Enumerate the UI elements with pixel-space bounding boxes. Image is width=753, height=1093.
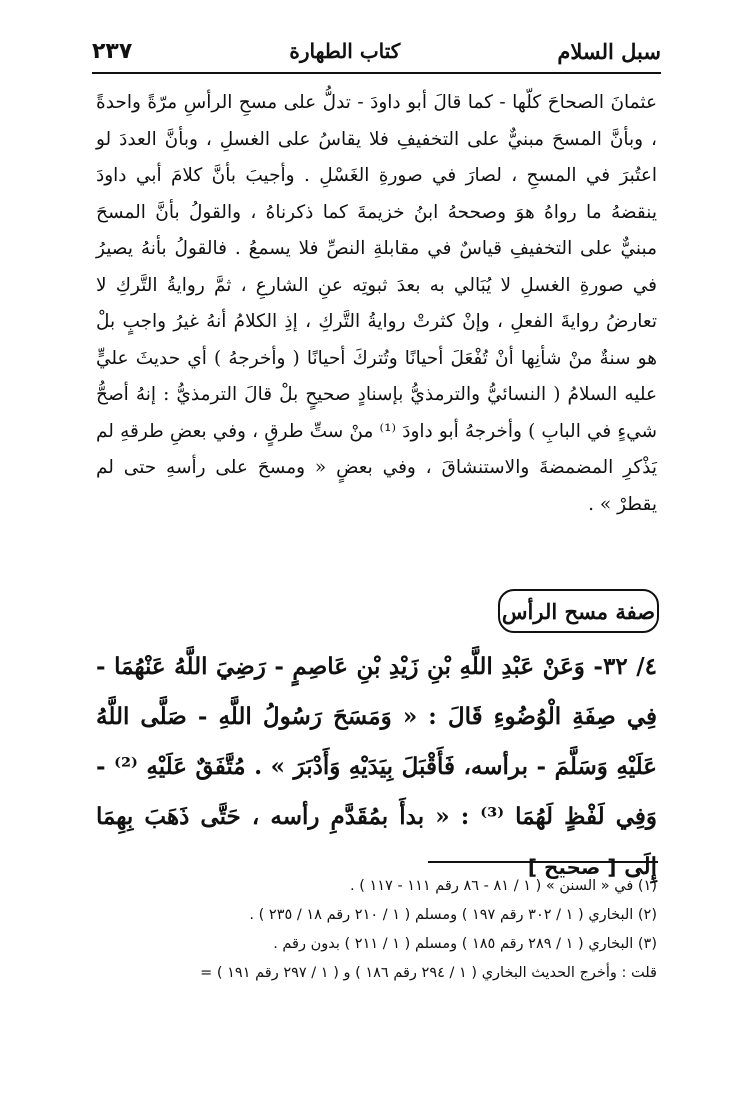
hadith-text <box>96 642 657 892</box>
chapter-title: كتاب الطهارة <box>289 39 401 63</box>
footnote-item: (٣) البخاري ( ١ / ٢٨٩ رقم ١٨٥ ) ومسلم ( ١ / ٢١١ ) بدون رقم . <box>273 936 657 952</box>
page-number: ٢٣٧ <box>92 38 133 64</box>
page-header <box>92 34 661 68</box>
book-title: سبل السلام <box>557 38 661 64</box>
footnote-item: قلت : وأخرج الحديث البخاري ( ١ / ٢٩٤ رقم ١٨٦ ) و ( ١ / ٢٩٧ رقم ١٩١ ) = <box>200 965 657 981</box>
footnote-rule <box>428 861 658 863</box>
section-heading <box>498 589 659 633</box>
commentary-text: عثمانَ الصحاحَ كلّها - كما قالَ أبو داودَ - تدلُّ على مسحِ الرأسِ مرّةً واحدةً ، وبأنَّ المسحَ مبنيٌّ على التخفيفِ فلا يقاسُ على الغسلِ ، وبأنَّ العددَ لو اعتُبرَ في المسحِ ، لصارَ في صورةِ الغَسْلِ . وأجيبَ بأنَّ كلامَ أبي داودَ ينقضهُ ما رواهُ هوَ وصححهُ ابنُ خزيمةَ كما ذكرناهُ ، والقولُ بأنَّ المسحَ مبنيٌّ على التخفيفِ قياسٌ في مقابلةِ النصِّ فلا يسمعُ . فالقولُ بأنهُ يصيرُ في صورةِ الغسلِ لا يُبَالي به بعدَ ثبوتِه عنِ الشارعِ ، ثمَّ روايةُ التَّركِ لا تعارضُ روايةَ الفعلِ ، وإنْ كثرتْ روايةُ التَّركِ ، إذِ الكلامُ أنهُ غيرُ واجبٍ بلْ هو سنةٌ منْ شأنِها أنْ تُفْعَلَ أحيانًا وتُتركَ أحيانًا ( وأخرجهُ ) أي حديثَ عليٍّ عليه السلامُ ( النسائيُّ والترمذيُّ بإسنادٍ صحيحٍ بلْ قالَ الترمذيُّ : إنهُ أصحُّ شيءٍ في البابِ ) وأخرجهُ أبو داودَ ⁽¹⁾ منْ ستِّ طرقٍ ، وفي بعضِ طرقهِ لم يَذْكرِ المضمضةَ والاستنشاقَ ، وفي بعضٍ « ومسحَ على رأسهِ حتى لم يقطرْ » . <box>96 92 657 515</box>
hadith-grade: [ صحيح ] <box>527 855 617 879</box>
section-title: صفة مسح الرأس <box>501 598 656 624</box>
footnote-item: (٢) البخاري ( ١ / ٣٠٢ رقم ١٩٧ ) ومسلم ( ١ / ٢١٠ رقم ١٨ / ٢٣٥ ) . <box>249 907 657 923</box>
hadith-body: ٤/ ٣٢- وَعَنْ عَبْدِ اللَّهِ بْنِ زَيْدِ بْنِ عَاصِمٍ - رَضِيَ اللَّهُ عَنْهُمَا - فِي صِفَةِ الْوُضُوءِ قَالَ : « وَمَسَحَ رَسُولُ اللَّهِ - صَلَّى اللَّهُ عَلَيْهِ وَسَلَّمَ - برأسه، فَأَقْبَلَ بِيَدَيْهِ وَأَدْبَرَ » . مُتَّفَقٌ عَلَيْهِ ⁽²⁾ - وَفِي لَفْظٍ لَهُمَا ⁽³⁾ : « بدأَ بمُقَدَّمِ رأسه ، حَتَّى ذَهَبَ بِهِمَا إِلَى <box>96 653 658 880</box>
footnote-item: (١) في « السنن » ( ١ / ٨١ - ٨٦ رقم ١١١ - ١١٧ ) . <box>349 878 657 894</box>
footnotes <box>60 872 657 988</box>
header-rule <box>92 72 661 74</box>
